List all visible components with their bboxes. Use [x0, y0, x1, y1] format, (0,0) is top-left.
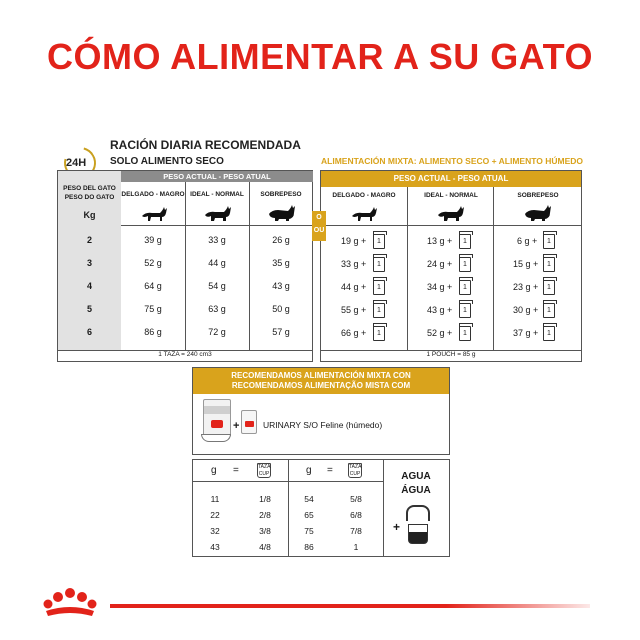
conv-grams: 11 — [210, 494, 220, 504]
cup-icon: TAZA CUP — [258, 464, 271, 477]
pouch-icon: 1 — [459, 280, 471, 295]
dry-cell: 72 g — [208, 327, 226, 337]
ideal-cat-icon — [204, 204, 232, 222]
weight-header: PESO DEL GATO PESO DO GATO — [63, 185, 116, 201]
plus-sign: + — [393, 520, 401, 534]
divider — [493, 187, 494, 350]
dry-cell: 44 g — [208, 258, 226, 268]
conv-grams: 32 — [210, 526, 220, 536]
conv-cups: 6/8 — [350, 510, 362, 520]
cup-icon: TAZA CUP — [349, 464, 362, 477]
bowl-icon — [201, 434, 231, 442]
royal-canin-crown-icon — [40, 585, 100, 619]
dry-cell: 75 g — [144, 304, 162, 314]
pouch-icon: 1 — [543, 303, 555, 318]
water-glass-icon — [408, 524, 428, 544]
dry-food-bag-icon — [203, 399, 231, 437]
grams-label: g — [306, 465, 312, 476]
equals-sign: = — [233, 465, 239, 476]
pouch-icon: 1 — [373, 257, 385, 272]
equals-sign: = — [327, 465, 333, 476]
divider — [407, 187, 408, 350]
mix-table-bar: PESO ACTUAL - PESO ATUAL — [321, 171, 581, 187]
conv-grams: 75 — [304, 526, 314, 536]
pouch-icon: 1 — [459, 234, 471, 249]
conv-grams: 22 — [210, 510, 220, 520]
dry-cell: 50 g — [272, 304, 290, 314]
dry-cell: 35 g — [272, 258, 290, 268]
dry-food-table — [57, 170, 313, 362]
pouch-icon: 1 — [459, 303, 471, 318]
conv-cups: 3/8 — [259, 526, 271, 536]
dry-cell: 52 g — [144, 258, 162, 268]
kg-unit: Kg — [83, 210, 96, 220]
dry-table-bar: PESO ACTUAL - PESO ATUAL — [121, 171, 313, 182]
cup-note: 1 TAZA = 240 cm3 — [158, 351, 212, 358]
conv-cups: 7/8 — [350, 526, 362, 536]
conv-grams: 65 — [304, 510, 314, 520]
dry-cell: 64 g — [144, 281, 162, 291]
dry-cell: 57 g — [272, 327, 290, 337]
dry-only-heading: SOLO ALIMENTO SECO — [110, 156, 224, 167]
dry-cell: 43 g — [272, 281, 290, 291]
water-label: AGUA ÁGUA — [401, 471, 431, 496]
dry-cell: 26 g — [272, 235, 290, 245]
pouch-icon: 1 — [373, 234, 385, 249]
conversion-table — [192, 459, 450, 557]
mixed-food-table: PESO ACTUAL - PESO ATUAL DELGADO - MAGRO IDEAL - NORMAL SOBREPESO 19 g + 1 13 g + 1 6 g + 1 33 g + 1 24 g + 1 15 g + 1 44 g + 1 34 g + 1 23 g + 1 55 g + 1 43 g + 1 30 g + 1 66 g + 1 52 g + 1 37 g + 1 1 POUCH = 85 g — [320, 170, 582, 362]
col-thin: DELGADO - MAGRO — [121, 191, 185, 198]
weight-6: 6 — [86, 327, 92, 337]
or-badge: O OU — [312, 211, 326, 241]
page-title: CÓMO ALIMENTAR A SU GATO — [47, 36, 593, 77]
divider — [288, 460, 289, 556]
weight-2: 2 — [86, 235, 92, 245]
pouch-icon: 1 — [373, 280, 385, 295]
divider — [321, 225, 581, 226]
recommendation-bar: RECOMENDAMOS ALIMENTACIÓN MIXTA CON RECOMENDAMOS ALIMENTAÇÃO MISTA COM — [193, 368, 449, 394]
water-tap-icon — [406, 505, 430, 521]
thin-cat-icon — [140, 204, 168, 222]
dry-cell: 86 g — [144, 327, 162, 337]
plus-sign: + — [233, 420, 240, 432]
conv-grams: 54 — [304, 494, 314, 504]
weight-3: 3 — [86, 258, 92, 268]
pouch-icon: 1 — [459, 257, 471, 272]
daily-ration-heading: RACIÓN DIARIA RECOMENDADA — [110, 138, 301, 152]
pouch-icon: 1 — [459, 326, 471, 341]
weight-4: 4 — [86, 281, 92, 291]
pouch-note: 1 POUCH = 85 g — [426, 351, 476, 358]
mix-col-thin: DELGADO - MAGRO — [332, 192, 396, 199]
conv-cups: 1/8 — [259, 494, 271, 504]
pouch-icon: 1 — [373, 303, 385, 318]
wet-food-pouch-icon — [241, 410, 257, 434]
footer-red-line — [110, 604, 590, 608]
ideal-cat-icon — [437, 204, 465, 222]
clock-label: 24H — [66, 157, 87, 169]
overweight-cat-icon — [524, 204, 552, 222]
mixed-feeding-heading: ALIMENTACIÓN MIXTA: ALIMENTO SECO + ALIMENTO HÚMEDO — [321, 156, 584, 166]
pouch-icon: 1 — [543, 326, 555, 341]
conv-cups: 5/8 — [350, 494, 362, 504]
conv-cups: 4/8 — [259, 542, 271, 552]
dry-cell: 63 g — [208, 304, 226, 314]
col-overweight: SOBREPESO — [260, 191, 302, 198]
recommendation-box — [192, 367, 450, 455]
mix-col-ideal: IDEAL - NORMAL — [424, 192, 478, 199]
col-ideal: IDEAL - NORMAL — [190, 191, 244, 198]
pouch-icon: 1 — [543, 280, 555, 295]
product-name: URINARY S/O Feline (húmedo) — [263, 420, 383, 430]
pouch-icon: 1 — [543, 234, 555, 249]
dry-cell: 33 g — [208, 235, 226, 245]
divider — [121, 225, 313, 226]
overweight-cat-icon — [268, 204, 296, 222]
conv-cups: 1 — [353, 542, 359, 552]
pouch-icon: 1 — [373, 326, 385, 341]
grams-label: g — [211, 465, 217, 476]
divider — [383, 460, 384, 556]
conv-cups: 2/8 — [259, 510, 271, 520]
weight-5: 5 — [86, 304, 92, 314]
mix-col-overweight: SOBREPESO — [517, 192, 559, 199]
conv-grams: 86 — [304, 542, 314, 552]
dry-cell: 39 g — [144, 235, 162, 245]
dry-cell: 54 g — [208, 281, 226, 291]
pouch-icon: 1 — [543, 257, 555, 272]
conv-grams: 43 — [210, 542, 220, 552]
thin-cat-icon — [350, 204, 378, 222]
